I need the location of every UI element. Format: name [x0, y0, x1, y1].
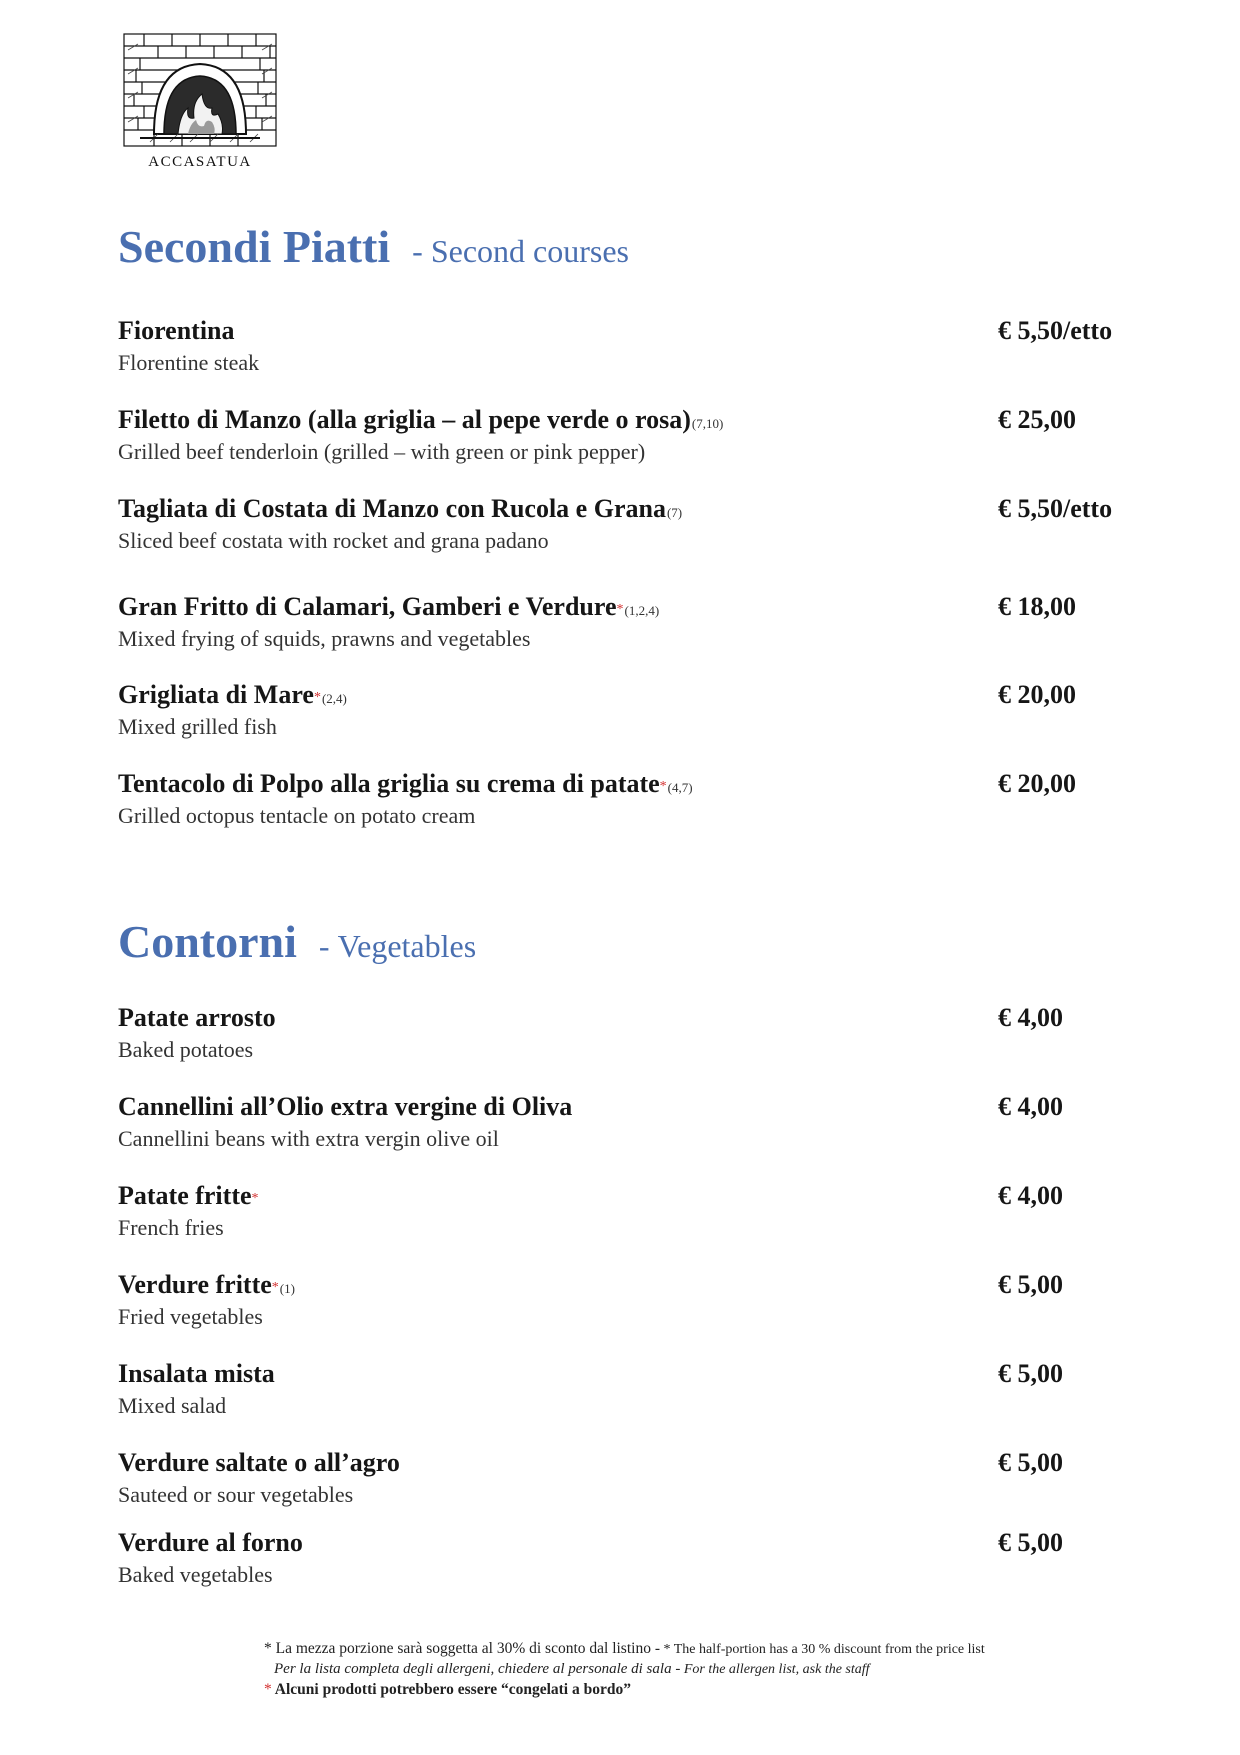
menu-item-name: Patate arrosto — [118, 1003, 276, 1032]
menu-item-price: € 18,00 — [998, 592, 1076, 621]
frozen-star-mark: * — [271, 1280, 279, 1295]
menu-item-description: Florentine steak — [118, 350, 260, 375]
frozen-star-mark: * — [659, 779, 667, 794]
menu-item-name: Tagliata di Costata di Manzo con Rucola e Grana(7) — [118, 494, 683, 523]
allergen-codes: (1) — [279, 1281, 295, 1296]
menu-item-name: Fiorentina — [118, 316, 235, 345]
menu-item-name: Verdure al forno — [118, 1528, 303, 1557]
menu-item-name: Cannellini all’Olio extra vergine di Oliva — [118, 1092, 573, 1121]
note-half-portion: * La mezza porzione sarà soggetta al 30% di sconto dal listino - * The half-portion has a 30 % discount from the price list — [264, 1640, 985, 1657]
menu-item — [118, 316, 1128, 386]
allergen-codes: (2,4) — [321, 691, 347, 706]
menu-item-description: Cannellini beans with extra vergin olive oil — [118, 1126, 499, 1151]
note-frozen: * Alcuni prodotti potrebbero essere “congelati a bordo” — [264, 1681, 631, 1698]
frozen-star-mark: * — [616, 602, 624, 617]
menu-item-name: Tentacolo di Polpo alla griglia su crema di patate*(4,7) — [118, 769, 693, 798]
menu-item-price: € 5,00 — [998, 1528, 1063, 1557]
footer-notes — [264, 1640, 1124, 1699]
menu-item — [118, 680, 1128, 750]
menu-item-price: € 5,00 — [998, 1359, 1063, 1388]
menu-item — [118, 1528, 1128, 1598]
menu-item-name: Filetto di Manzo (alla griglia – al pepe verde o rosa)(7,10) — [118, 405, 724, 434]
note-allergens: Per la lista completa degli allergeni, chiedere al personale di sala - For the allergen list, ask the staff — [274, 1661, 870, 1677]
menu-item — [118, 1270, 1128, 1340]
menu-item — [118, 494, 1128, 564]
menu-item-price: € 20,00 — [998, 769, 1076, 798]
allergen-codes: (4,7) — [667, 780, 693, 795]
menu-item — [118, 592, 1128, 662]
menu-item-description: Mixed salad — [118, 1393, 227, 1418]
menu-item — [118, 769, 1128, 839]
menu-item-price: € 5,50/etto — [998, 494, 1113, 523]
menu-item — [118, 1092, 1128, 1162]
menu-item-price: € 5,50/etto — [998, 316, 1113, 345]
menu-item-price: € 20,00 — [998, 680, 1076, 709]
menu-item-description: Baked vegetables — [118, 1562, 273, 1587]
menu-item-price: € 5,00 — [998, 1448, 1063, 1477]
menu-item — [118, 1003, 1128, 1073]
menu-item-price: € 4,00 — [998, 1003, 1063, 1032]
menu-item — [118, 1181, 1128, 1251]
menu-item-description: Fried vegetables — [118, 1304, 263, 1329]
restaurant-logo — [120, 30, 280, 178]
section-title-main: Contorni — [118, 916, 297, 967]
section-title-subtitle: Second courses — [430, 233, 629, 269]
menu-item-name: Patate fritte* — [118, 1181, 259, 1210]
menu-item-price: € 25,00 — [998, 405, 1076, 434]
allergen-codes: (7,10) — [691, 416, 724, 431]
frozen-star-mark: * — [313, 690, 321, 705]
menu-item-name: Insalata mista — [118, 1359, 275, 1388]
menu-item — [118, 1359, 1128, 1429]
menu-item-description: Sliced beef costata with rocket and grana padano — [118, 528, 549, 553]
frozen-star-mark: * — [264, 1681, 272, 1698]
menu-item-name: Verdure fritte*(1) — [118, 1270, 295, 1299]
menu-item-description: Baked potatoes — [118, 1037, 254, 1062]
menu-item-description: French fries — [118, 1215, 224, 1240]
section-title-separator: - — [318, 928, 330, 964]
menu-item-name: Gran Fritto di Calamari, Gamberi e Verdure*(1,2,4) — [118, 592, 660, 621]
frozen-star-mark: * — [251, 1191, 259, 1206]
menu-item-description: Sauteed or sour vegetables — [118, 1482, 354, 1507]
brick-oven-logo-icon — [120, 30, 280, 152]
section-title-subtitle: Vegetables — [337, 928, 477, 964]
menu-item — [118, 405, 1128, 475]
menu-item-name: Verdure saltate o all’agro — [118, 1448, 400, 1477]
menu-item-price: € 4,00 — [998, 1181, 1063, 1210]
menu-item-description: Grilled octopus tentacle on potato cream — [118, 803, 476, 828]
logo-text: ACCASATUA — [148, 154, 252, 170]
allergen-codes: (1,2,4) — [624, 603, 660, 618]
menu-item-price: € 5,00 — [998, 1270, 1063, 1299]
allergen-codes: (7) — [666, 505, 683, 520]
section-title-secondi — [118, 220, 629, 273]
section-title-main: Secondi Piatti — [118, 221, 391, 272]
menu-item-price: € 4,00 — [998, 1092, 1063, 1121]
menu-item-description: Grilled beef tenderloin (grilled – with green or pink pepper) — [118, 439, 646, 464]
section-title-separator: - — [412, 233, 423, 269]
menu-item-description: Mixed frying of squids, prawns and vegetables — [118, 626, 531, 651]
menu-item-description: Mixed grilled fish — [118, 714, 277, 739]
menu-item-name: Grigliata di Mare*(2,4) — [118, 680, 347, 709]
section-title-contorni — [118, 915, 476, 968]
menu-item — [118, 1448, 1128, 1518]
